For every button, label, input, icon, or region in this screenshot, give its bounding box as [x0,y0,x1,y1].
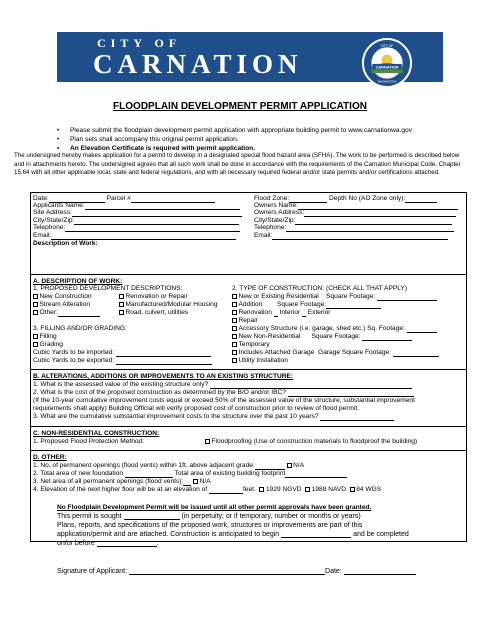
new-non-residential-checkbox[interactable]: New Non-Residential Square Footage: [232,333,412,341]
svg-text:CARNATION: CARNATION [375,65,399,70]
owner-telephone-field[interactable]: Telephone: [254,224,454,232]
city-seal-logo [362,38,412,88]
section-b-heading: B. ALTERATIONS, ADDITIONS OR IMPROVEMENTS TO AN EXISTING STRUCTURE: [33,373,294,380]
city-label: CITY OF [97,36,182,50]
addition-checkbox[interactable]: Addition Square Footage: [232,301,381,309]
flood-vents-count-field[interactable]: 1. No. of permanent openings (flood vents) within 1ft. above adjacent grade: N/A [33,462,305,469]
filling-grading-label: 3. FILLING AND/OR GRADING: [33,325,127,332]
owner-email-field[interactable]: Email: [254,232,448,240]
intro-paragraph: The undersigned hereby makes application for a permit to develop in a designated special flood hazard area (SFHA). The work to be performed is described below and in attachments hereto. The undersigned agrees that all such work shall be done in accordance with the requirements of the Carnation Municipal Code, Chapter 15.64 with all other applicable local, state and federal regulations, and with all necessary required federal and/or state permits and/or certifications attached. [14,152,461,177]
new-existing-residential-checkbox[interactable]: New or Existing Residential Square Footage: [232,293,437,301]
other-checkbox[interactable]: Other: [33,309,100,317]
assessed-value-field[interactable]: 1. What is the assessed value of the existing structure only? [33,381,412,389]
cubic-yards-exported-field[interactable]: Cubic Yards to be exported: [33,357,212,365]
new-construction-checkbox[interactable]: New Construction [33,293,92,301]
section-c-heading: C. NON-RESIDENTIAL CONSTRUCTION: [33,430,160,437]
road-culvert-checkbox[interactable]: Road, culvert, utilities [119,309,188,317]
email-field[interactable]: Email: [33,232,236,240]
section-a-heading: A. DESCRIPTION OF WORK: [33,278,123,285]
attached-garage-checkbox[interactable]: Includes Attached Garage Garage Square Footage: [232,349,439,357]
type-of-construction-label: 2. TYPE OF CONSTRUCTION: (CHECK ALL THAT APPLY) [232,285,408,292]
city-state-zip-field[interactable]: City/State/Zip: [33,217,239,225]
site-address-field[interactable]: Site Address: [33,209,242,217]
signature-field[interactable]: Signature of Applicant: Date: [57,568,416,575]
accessory-structure-checkbox[interactable]: Accessory Structure (i.e. garage, shed etc.) Sq. Footage: [232,325,437,333]
owners-address-field[interactable]: Owners Address: [254,209,456,217]
city-name: CARNATION [93,49,303,79]
completion-date-field[interactable]: on/or before . [57,540,159,547]
grading-checkbox[interactable]: Grading [33,341,63,349]
telephone-field[interactable]: Telephone: [33,224,240,232]
date-field[interactable]: Date: Parcel # [33,195,215,203]
divider [30,274,467,275]
construction-cost-field[interactable]: 2. What is the cost of the proposed construction as determined by the B/O and/or IBC? [33,389,414,397]
substantial-improvement-note: (If the 10-year cumulative improvement costs equal or exceed 50% of the assessed value of the structure, substantial improvement [33,397,415,404]
net-area-openings-field[interactable]: 3. Net area of all permanent openings (flood vents): N/A [33,478,211,485]
page-title: FLOODPLAIN DEVELOPMENT PERMIT APPLICATION [113,101,367,112]
description-of-work-label: Description of Work: [33,240,98,247]
floodproofing-checkbox[interactable]: Floodproofing (Use of construction materials to floodproof the building) [205,438,417,446]
cubic-yards-imported-field[interactable]: Cubic Yards to be imported: [33,349,211,357]
permit-warning: No Floodplain Development Permit will be issued until all other permit approvals have been granted. [57,504,372,511]
temporary-checkbox[interactable]: Temporary [232,341,270,349]
divider [30,426,467,427]
owners-name-field[interactable]: Owners Name: [254,202,458,210]
instruction-item: • Please submit the floodplain development permit application with appropriate building permit to www.carnationwa.gov [57,126,467,135]
cumulative-costs-field[interactable]: 3. What are the cumulative substantial improvement costs to the structure over the past 10 years? [33,413,394,421]
owner-city-state-zip-field[interactable]: City/State/Zip: [254,217,452,225]
building-official-note: requirements shall apply) Building Official will verify proposed cost of construction prior to review of flood permit. [33,405,360,412]
divider [30,369,467,370]
construction-begin-field[interactable]: application/permit and are attached. Construction is anticipated to begin and be completed [57,531,409,538]
foundation-area-field[interactable]: 2. Total area of new foundation Total area of existing building footprint [33,470,347,478]
utility-installation-checkbox[interactable]: Utility Installation [232,357,288,365]
proposed-development-label: 1. PROPOSED DEVELOPMENT DESCRIPTIONS: [33,285,183,292]
renovation-repair-checkbox[interactable]: Renovation or Repair [119,293,188,301]
stream-alteration-checkbox[interactable]: Stream Alteration [33,301,90,309]
instructions-list [57,126,467,153]
instruction-item: • An Elevation Certificate is required with permit application. [57,144,467,153]
manufactured-housing-checkbox[interactable]: Manufactured/Modular Housing [119,301,218,309]
applicants-name-field[interactable]: Applicants Name: [33,202,240,210]
repair-checkbox[interactable]: Repair [232,317,258,325]
flood-protection-method-label: 1. Proposed Flood Protection Method: [33,438,145,445]
divider [30,450,467,451]
renovation-checkbox[interactable]: Renovation Interior Exterior [232,309,330,317]
flood-zone-field[interactable]: Flood Zone: Depth No (AO Zone only): [254,195,437,203]
instruction-item: • Plan sets shall accompany this original permit application. [57,135,467,144]
filling-checkbox[interactable]: Filling [33,333,57,341]
next-floor-elevation-field[interactable]: 4. Elevation of the next higher floor will be at an elevation of feet. 1929 NGVD 1988 NAVD 84 WGS [33,486,382,493]
section-d-heading: D. OTHER: [33,454,67,461]
svg-text:CITY OF: CITY OF [380,43,394,48]
svg-text:WASHINGTON: WASHINGTON [377,80,397,84]
permit-sought-field[interactable]: This permit is sought (in perpetuity; or if temporary, number or months or years) [57,513,361,520]
plans-statement: Plans, reports, and specifications of the proposed work, structures or improvements are part of this [57,522,363,529]
